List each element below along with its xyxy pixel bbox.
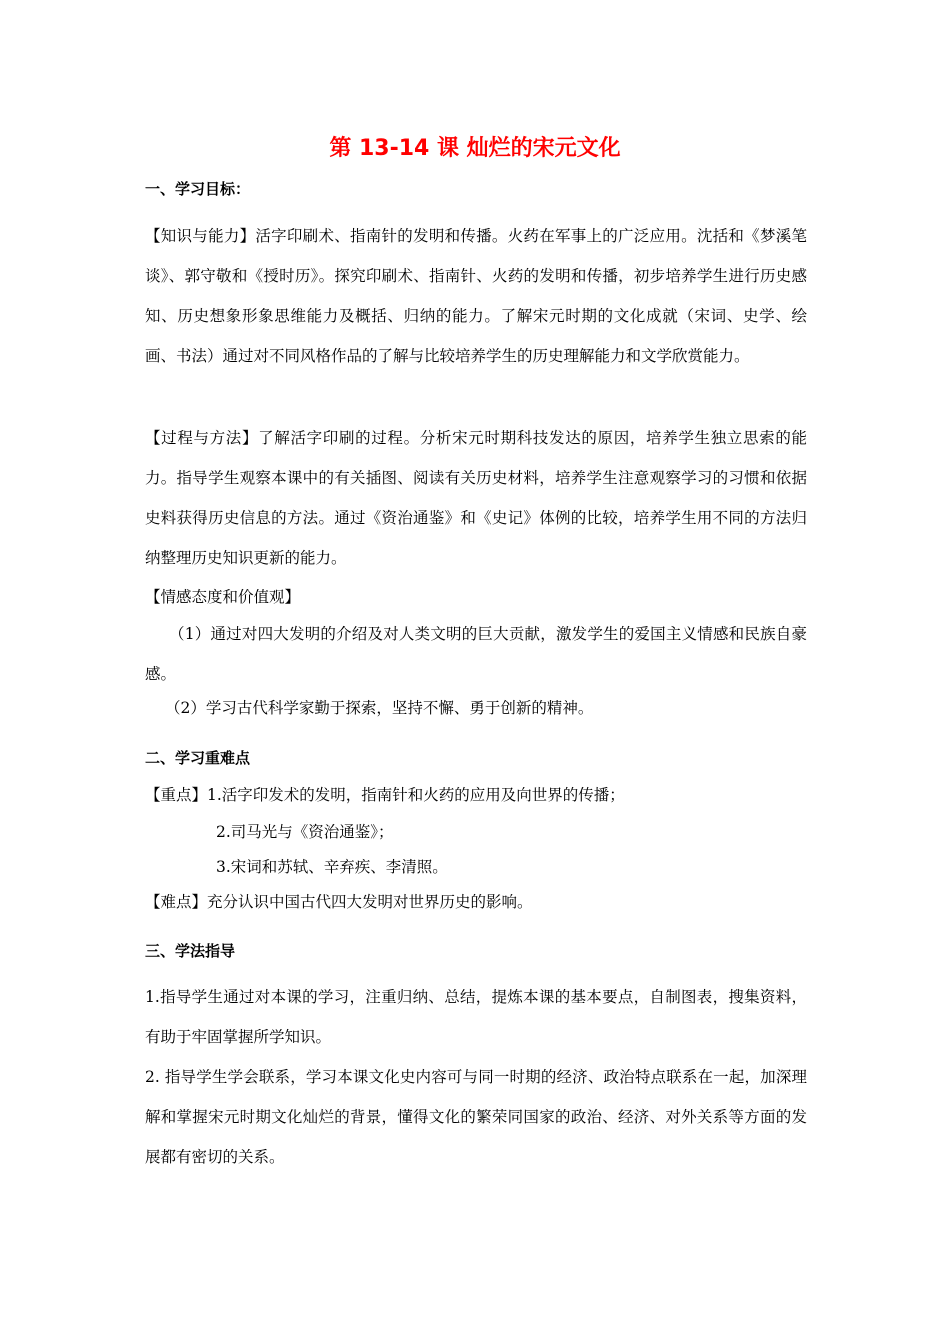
emotion-item-1: （1）通过对四大发明的介绍及对人类文明的巨大贡献，激发学生的爱国主义情感和民族自豪感。 (145, 625, 807, 683)
key-point-3: 3.宋词和苏轼、辛弃疾、李清照。 (216, 858, 448, 876)
method-item-1: 1.指导学生通过对本课的学习，注重归纳、总结，提炼本课的基本要点，自制图表，搜集资料，有助于牢固掌握所学知识。 (145, 988, 807, 1046)
method-heading: 三、学法指导 (145, 942, 236, 960)
key-point-1: 【重点】1.活字印发术的发明，指南针和火药的应用及向世界的传播； (145, 786, 625, 804)
emotion-item-2: （2）学习古代科学家勤于探索，坚持不懈、勇于创新的精神。 (165, 699, 594, 717)
process-paragraph: 【过程与方法】了解活字印刷的过程。分析宋元时期科技发达的原因，培养学生独立思索的能力。指导学生观察本课中的有关插图、阅读有关历史材料，培养学生注意观察学习的习惯和依据史料获得历史信息的方法。通过《资治通鉴》和《史记》体例的比较，培养学生用不同的方法归纳整理历史知识更新的能力。 (145, 429, 807, 567)
key-point-2: 2.司马光与《资治通鉴》； (216, 823, 394, 841)
emotion-heading: 【情感态度和价值观】 (145, 588, 301, 606)
page-title: 第 13-14 课 灿烂的宋元文化 (329, 136, 621, 161)
key-heading: 二、学习重难点 (145, 749, 251, 767)
knowledge-paragraph: 【知识与能力】活字印刷术、指南针的发明和传播。火药在军事上的广泛应用。沈括和《梦溪笔谈》、郭守敬和《授时历》。探究印刷术、指南针、火药的发明和传播，初步培养学生进行历史感知、历史想象形象思维能力及概括、归纳的能力。了解宋元时期的文化成就（宋词、史学、绘画、书法）通过对不同风格作品的了解与比较培养学生的历史理解能力和文学欣赏能力。 (145, 227, 807, 365)
method-item-2: 2. 指导学生学会联系，学习本课文化史内容可与同一时期的经济、政治特点联系在一起，加深理解和掌握宋元时期文化灿烂的背景，懂得文化的繁荣同国家的政治、经济、对外关系等方面的发展都有密切的关系。 (145, 1068, 807, 1166)
difficulty-point: 【难点】充分认识中国古代四大发明对世界历史的影响。 (145, 893, 533, 911)
goals-heading: 一、学习目标： (145, 180, 251, 198)
